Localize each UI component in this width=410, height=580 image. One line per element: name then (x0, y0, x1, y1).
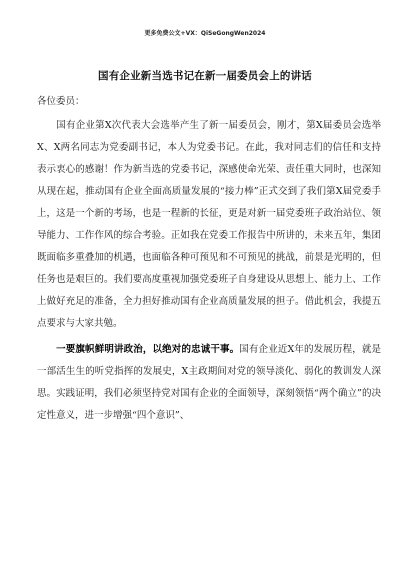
promo-header: 更多免费公文+VX：QiSeGongWen2024 (144, 30, 266, 37)
document-body (37, 115, 381, 427)
paragraph-2 (37, 339, 381, 427)
paragraph-1 (37, 115, 381, 335)
paragraph-1-text: 国有企业第X次代表大会选举产生了新一届委员会，刚才，第X届委员会选举X、X两名同志为党委副书记，本人为党委书记。在此，我对同志们的信任和支持表示衷心的感谢！作为新当选的党委书记，深感使命光荣、责任重大同时，也深知从现在起，推动国有企业全面高质量发展的“接力棒”正式交到了我们第X届党委手上，这是一个新的考场，也是一程新的长征，更是对新一届党委班子政治站位、领导能力、工作作风的综合考验。正如我在党委工作报告中所讲的，未来五年，集团既面临多重叠加的机遇，也面临各种可预见和不可预见的挑战，前景是光明的，但任务也是艰巨的。我们要高度重视加强党委班子自身建设从思想上、能力上、工作上做好充足的准备，全力担好推动国有企业高质量发展的担子。借此机会，我提五点要求与大家共勉。 (37, 120, 381, 329)
document-title: 国有企业新当选书记在新一届委员会上的讲话 (98, 70, 312, 82)
paragraph-2-text: 国有企业近X年的发展历程，就是一部活生生的听党指挥的发展史，X主政期间对党的领导淡化、弱化的教训发人深思。实践证明，我们必须坚持党对国有企业的全面领导，深刻领悟“两个确立”的决定性意义，进一步增强“四个意识”、 (37, 344, 381, 421)
salutation: 各位委员： (37, 96, 85, 107)
paragraph-2-lead: 一要旗帜鲜明讲政治，以绝对的忠诚干事。 (56, 344, 240, 355)
